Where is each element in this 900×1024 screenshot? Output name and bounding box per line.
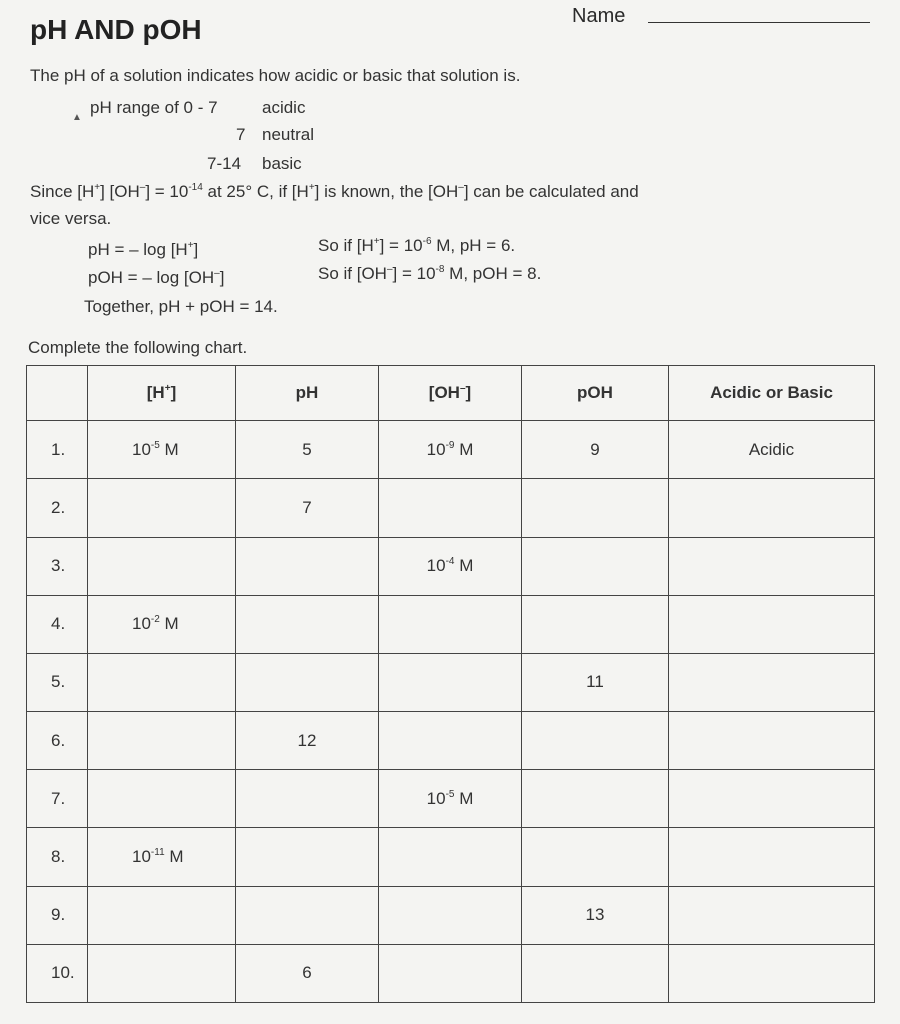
- cell-poh[interactable]: [522, 886, 669, 944]
- cell-h[interactable]: [88, 770, 236, 828]
- since-p2: ] [OH: [100, 182, 140, 201]
- ph-value: 6: [302, 963, 312, 983]
- ex1-exp: -6: [422, 236, 432, 247]
- row-number[interactable]: [27, 537, 88, 595]
- together-formula: Together, pH + pOH = 14.: [84, 297, 278, 316]
- poh-definition: [88, 268, 224, 288]
- cell-h[interactable]: [88, 479, 236, 537]
- cell-acidic-basic[interactable]: [669, 944, 875, 1002]
- cell-oh[interactable]: [379, 770, 522, 828]
- cell-acidic-basic[interactable]: [669, 537, 875, 595]
- cell-ph[interactable]: [236, 479, 379, 537]
- since-p4: at 25° C, if [H: [202, 182, 309, 201]
- cell-acidic-basic[interactable]: [669, 479, 875, 537]
- header-h-sup: +: [164, 383, 171, 395]
- range-label: pH range of 0 - 7: [90, 98, 218, 117]
- cell-h[interactable]: [88, 537, 236, 595]
- row-number[interactable]: [27, 653, 88, 711]
- ex1-c: M, pH = 6.: [431, 236, 516, 255]
- ph-definition: [88, 240, 198, 260]
- cell-h[interactable]: [88, 421, 236, 479]
- ex1-a: So if [H: [318, 236, 374, 255]
- cell-poh[interactable]: [522, 828, 669, 886]
- range-neutral-desc: neutral: [262, 125, 314, 144]
- cell-poh[interactable]: [522, 770, 669, 828]
- oh-exp: -4: [445, 556, 455, 568]
- cell-ph[interactable]: [236, 653, 379, 711]
- row-number-text: 6.: [51, 730, 66, 750]
- ex2-exp: -8: [435, 264, 445, 275]
- since-p5: ] is known, the [OH: [314, 182, 459, 201]
- cell-acidic-basic[interactable]: [669, 886, 875, 944]
- h-exp: -11: [150, 846, 165, 858]
- row-number-text: 3.: [51, 556, 66, 576]
- row-number[interactable]: [27, 886, 88, 944]
- row-number[interactable]: [27, 421, 88, 479]
- ex2-c: M, pOH = 8.: [444, 264, 542, 283]
- poh-value: 11: [586, 672, 604, 692]
- range-neutral: 7: [236, 125, 246, 144]
- ex2-b: ] = 10: [392, 264, 436, 283]
- ph-def-text: pH = – log [H: [88, 240, 188, 259]
- ph-poh-table: [26, 365, 875, 1003]
- row-number-text: 5.: [51, 672, 66, 692]
- cell-oh[interactable]: [379, 537, 522, 595]
- cell-oh[interactable]: [379, 479, 522, 537]
- cell-h[interactable]: [88, 886, 236, 944]
- cell-acidic-basic[interactable]: [669, 712, 875, 770]
- cell-oh[interactable]: [379, 944, 522, 1002]
- cell-acidic-basic[interactable]: [669, 770, 875, 828]
- cell-poh[interactable]: [522, 479, 669, 537]
- oh-exp: -9: [445, 439, 455, 451]
- poh-def-text: pOH = – log [OH: [88, 268, 215, 287]
- ex2-a: So if [OH: [318, 264, 387, 283]
- cell-poh[interactable]: [522, 712, 669, 770]
- header-acidic-basic: Acidic or Basic: [669, 366, 875, 421]
- cell-ph[interactable]: [236, 537, 379, 595]
- cell-poh[interactable]: [522, 421, 669, 479]
- minus-sup: –: [458, 182, 464, 193]
- cell-h[interactable]: [88, 712, 236, 770]
- table-row: [27, 653, 875, 711]
- cell-oh[interactable]: [379, 886, 522, 944]
- table-row: [27, 537, 875, 595]
- header-oh-sup: –: [459, 383, 466, 395]
- ph-example: [318, 236, 515, 256]
- cell-h[interactable]: [88, 653, 236, 711]
- cell-h[interactable]: [88, 828, 236, 886]
- plus-sup: +: [187, 240, 194, 251]
- row-number[interactable]: [27, 944, 88, 1002]
- cell-ph[interactable]: [236, 421, 379, 479]
- table-row: [27, 479, 875, 537]
- header-oh: [379, 366, 522, 421]
- row-number-text: 1.: [51, 439, 66, 459]
- row-number-text: 4.: [51, 614, 66, 634]
- bracket: ]: [219, 268, 225, 287]
- range-acidic: [90, 98, 218, 118]
- poh-example: [318, 264, 541, 284]
- range-basic: 7-14: [207, 154, 242, 173]
- oh-base: 10: [426, 556, 446, 576]
- name-field[interactable]: [648, 22, 870, 23]
- header-h: [88, 366, 236, 421]
- table-row: [27, 944, 875, 1002]
- cell-poh[interactable]: [522, 595, 669, 653]
- cell-ph[interactable]: [236, 595, 379, 653]
- plus-sup: +: [373, 236, 380, 247]
- table-row: [27, 595, 875, 653]
- oh-exp: -5: [445, 788, 455, 800]
- oh-unit: M: [454, 556, 474, 576]
- minus-sup: –: [139, 182, 146, 193]
- header-poh: pOH: [522, 366, 669, 421]
- since-line-1: [30, 182, 639, 202]
- cell-oh[interactable]: [379, 828, 522, 886]
- cell-oh[interactable]: [379, 421, 522, 479]
- oh-base: 10: [426, 439, 446, 459]
- table-body: [27, 421, 875, 1003]
- h-exp: -5: [150, 439, 160, 451]
- header-number: [27, 366, 88, 421]
- cell-oh[interactable]: [379, 712, 522, 770]
- h-unit: M: [164, 846, 184, 866]
- row-number-text: 8.: [51, 846, 66, 866]
- range-basic-desc: basic: [262, 154, 302, 173]
- row-number[interactable]: [27, 828, 88, 886]
- minus-sup: –: [386, 264, 393, 275]
- oh-unit: M: [454, 439, 474, 459]
- poh-value: 13: [585, 905, 605, 925]
- table-header-row: [27, 366, 875, 421]
- bracket: ]: [465, 383, 472, 403]
- row-number[interactable]: [27, 770, 88, 828]
- ph-value: 7: [302, 497, 312, 517]
- cell-poh[interactable]: [522, 944, 669, 1002]
- table-row: [27, 828, 875, 886]
- since-p1: Since [H: [30, 182, 95, 201]
- table-row: [27, 421, 875, 479]
- cell-h[interactable]: [88, 595, 236, 653]
- row-number-text: 9.: [51, 905, 66, 925]
- table-row: [27, 886, 875, 944]
- h-exp: -2: [150, 614, 160, 626]
- row-number[interactable]: [27, 479, 88, 537]
- h-base: 10: [132, 614, 151, 634]
- since-exp: -14: [188, 182, 203, 193]
- since-p3: ] = 10: [145, 182, 189, 201]
- h-unit: M: [159, 614, 179, 634]
- bracket: ]: [193, 240, 199, 259]
- table-row: [27, 770, 875, 828]
- ex1-b: ] = 10: [379, 236, 423, 255]
- cell-acidic-basic[interactable]: [669, 595, 875, 653]
- cell-ph[interactable]: [236, 944, 379, 1002]
- intro-text: The pH of a solution indicates how acidic or basic that solution is.: [30, 66, 521, 85]
- oh-base: 10: [426, 788, 446, 808]
- cell-ph[interactable]: [236, 828, 379, 886]
- cell-acidic-basic[interactable]: [669, 828, 875, 886]
- h-base: 10: [132, 846, 151, 866]
- table-row: [27, 712, 875, 770]
- cell-ph[interactable]: [236, 712, 379, 770]
- since-line-2: vice versa.: [30, 209, 112, 228]
- plus-sup: +: [94, 182, 101, 193]
- page-title: pH AND pOH: [30, 14, 202, 45]
- bullet-mark: ▲: [72, 112, 82, 123]
- row-number[interactable]: [27, 595, 88, 653]
- ph-value: 12: [297, 730, 317, 750]
- cell-acidic-basic[interactable]: [669, 653, 875, 711]
- header-ph: pH: [236, 366, 379, 421]
- header-h-text: [H: [146, 383, 165, 403]
- name-label: Name: [572, 5, 626, 27]
- range-acidic-desc: acidic: [262, 98, 306, 117]
- row-number[interactable]: [27, 712, 88, 770]
- cell-oh[interactable]: [379, 595, 522, 653]
- cell-ph[interactable]: [236, 770, 379, 828]
- plus-sup: +: [308, 182, 315, 193]
- cell-oh[interactable]: [379, 653, 522, 711]
- cell-ph[interactable]: [236, 886, 379, 944]
- poh-value: 9: [590, 439, 600, 459]
- h-unit: M: [159, 439, 179, 459]
- row-number-text: 10.: [51, 963, 75, 983]
- ph-value: 5: [302, 439, 312, 459]
- row-number-text: 7.: [51, 788, 66, 808]
- cell-h[interactable]: [88, 944, 236, 1002]
- chart-instruction: Complete the following chart.: [28, 338, 248, 357]
- cell-acidic-basic[interactable]: [669, 421, 875, 479]
- bracket: ]: [170, 383, 177, 403]
- cell-poh[interactable]: [522, 537, 669, 595]
- oh-unit: M: [454, 788, 474, 808]
- since-p6: ] can be calculated and: [463, 182, 639, 201]
- cell-poh[interactable]: [522, 653, 669, 711]
- row-number-text: 2.: [51, 497, 66, 517]
- acidic-basic-value: Acidic: [748, 439, 795, 459]
- h-base: 10: [132, 439, 151, 459]
- minus-sup: –: [214, 268, 220, 279]
- header-oh-text: [OH: [428, 383, 460, 403]
